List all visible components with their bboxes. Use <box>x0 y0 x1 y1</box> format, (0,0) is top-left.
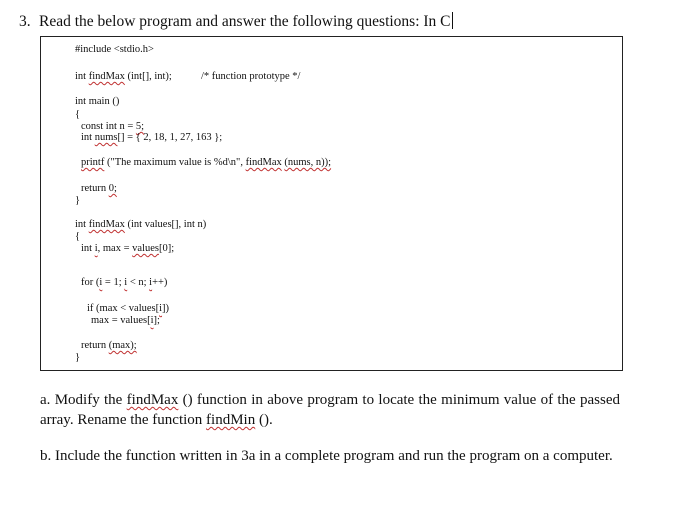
code-brace-close-main: } <box>75 195 81 206</box>
code-line-return-main: return 0; <box>81 183 117 194</box>
code-line-include: #include <stdio.h> <box>75 44 154 55</box>
question-text: Read the below program and answer the following questions: In C <box>39 13 451 30</box>
code-line-for: for (i = 1; i < n; i++) <box>81 277 168 288</box>
code-comment-prototype: /* function prototype */ <box>201 71 301 82</box>
question-heading <box>19 12 453 31</box>
code-line-prototype: int findMax (int[], int); <box>75 71 172 82</box>
code-brace-open-fn: { <box>75 231 81 242</box>
code-line-decl: int i, max = values[0]; <box>81 243 175 254</box>
part-a-text: a. Modify the findMax () function in above program to locate the minimum value of the passed array. Rename the function findMin (). <box>40 392 620 428</box>
part-b-text: b. Include the function written in 3a in a complete program and run the program on a computer. <box>40 448 613 464</box>
code-block <box>40 36 623 371</box>
code-line-assign: max = values[i]; <box>91 315 160 326</box>
code-line-nums: int nums[] = { 2, 18, 1, 27, 163 }; <box>81 132 223 143</box>
findmin-ref: findMin <box>206 412 256 428</box>
findmax-ref: findMax <box>126 392 179 408</box>
code-line-if: if (max < values[i]) <box>87 303 170 314</box>
code-line-return-fn: return (max); <box>81 340 137 351</box>
code-line-main: int main () <box>75 96 120 107</box>
question-number: 3. <box>19 13 31 30</box>
code-brace-close-fn: } <box>75 352 81 363</box>
code-brace-open-main: { <box>75 109 81 120</box>
code-line-fn-signature: int findMax (int values[], int n) <box>75 219 207 230</box>
text-cursor <box>452 12 453 29</box>
code-line-const: const int n = 5; <box>81 121 145 132</box>
code-line-printf: printf ("The maximum value is %d\n", findMax (nums, n)); <box>81 157 332 168</box>
